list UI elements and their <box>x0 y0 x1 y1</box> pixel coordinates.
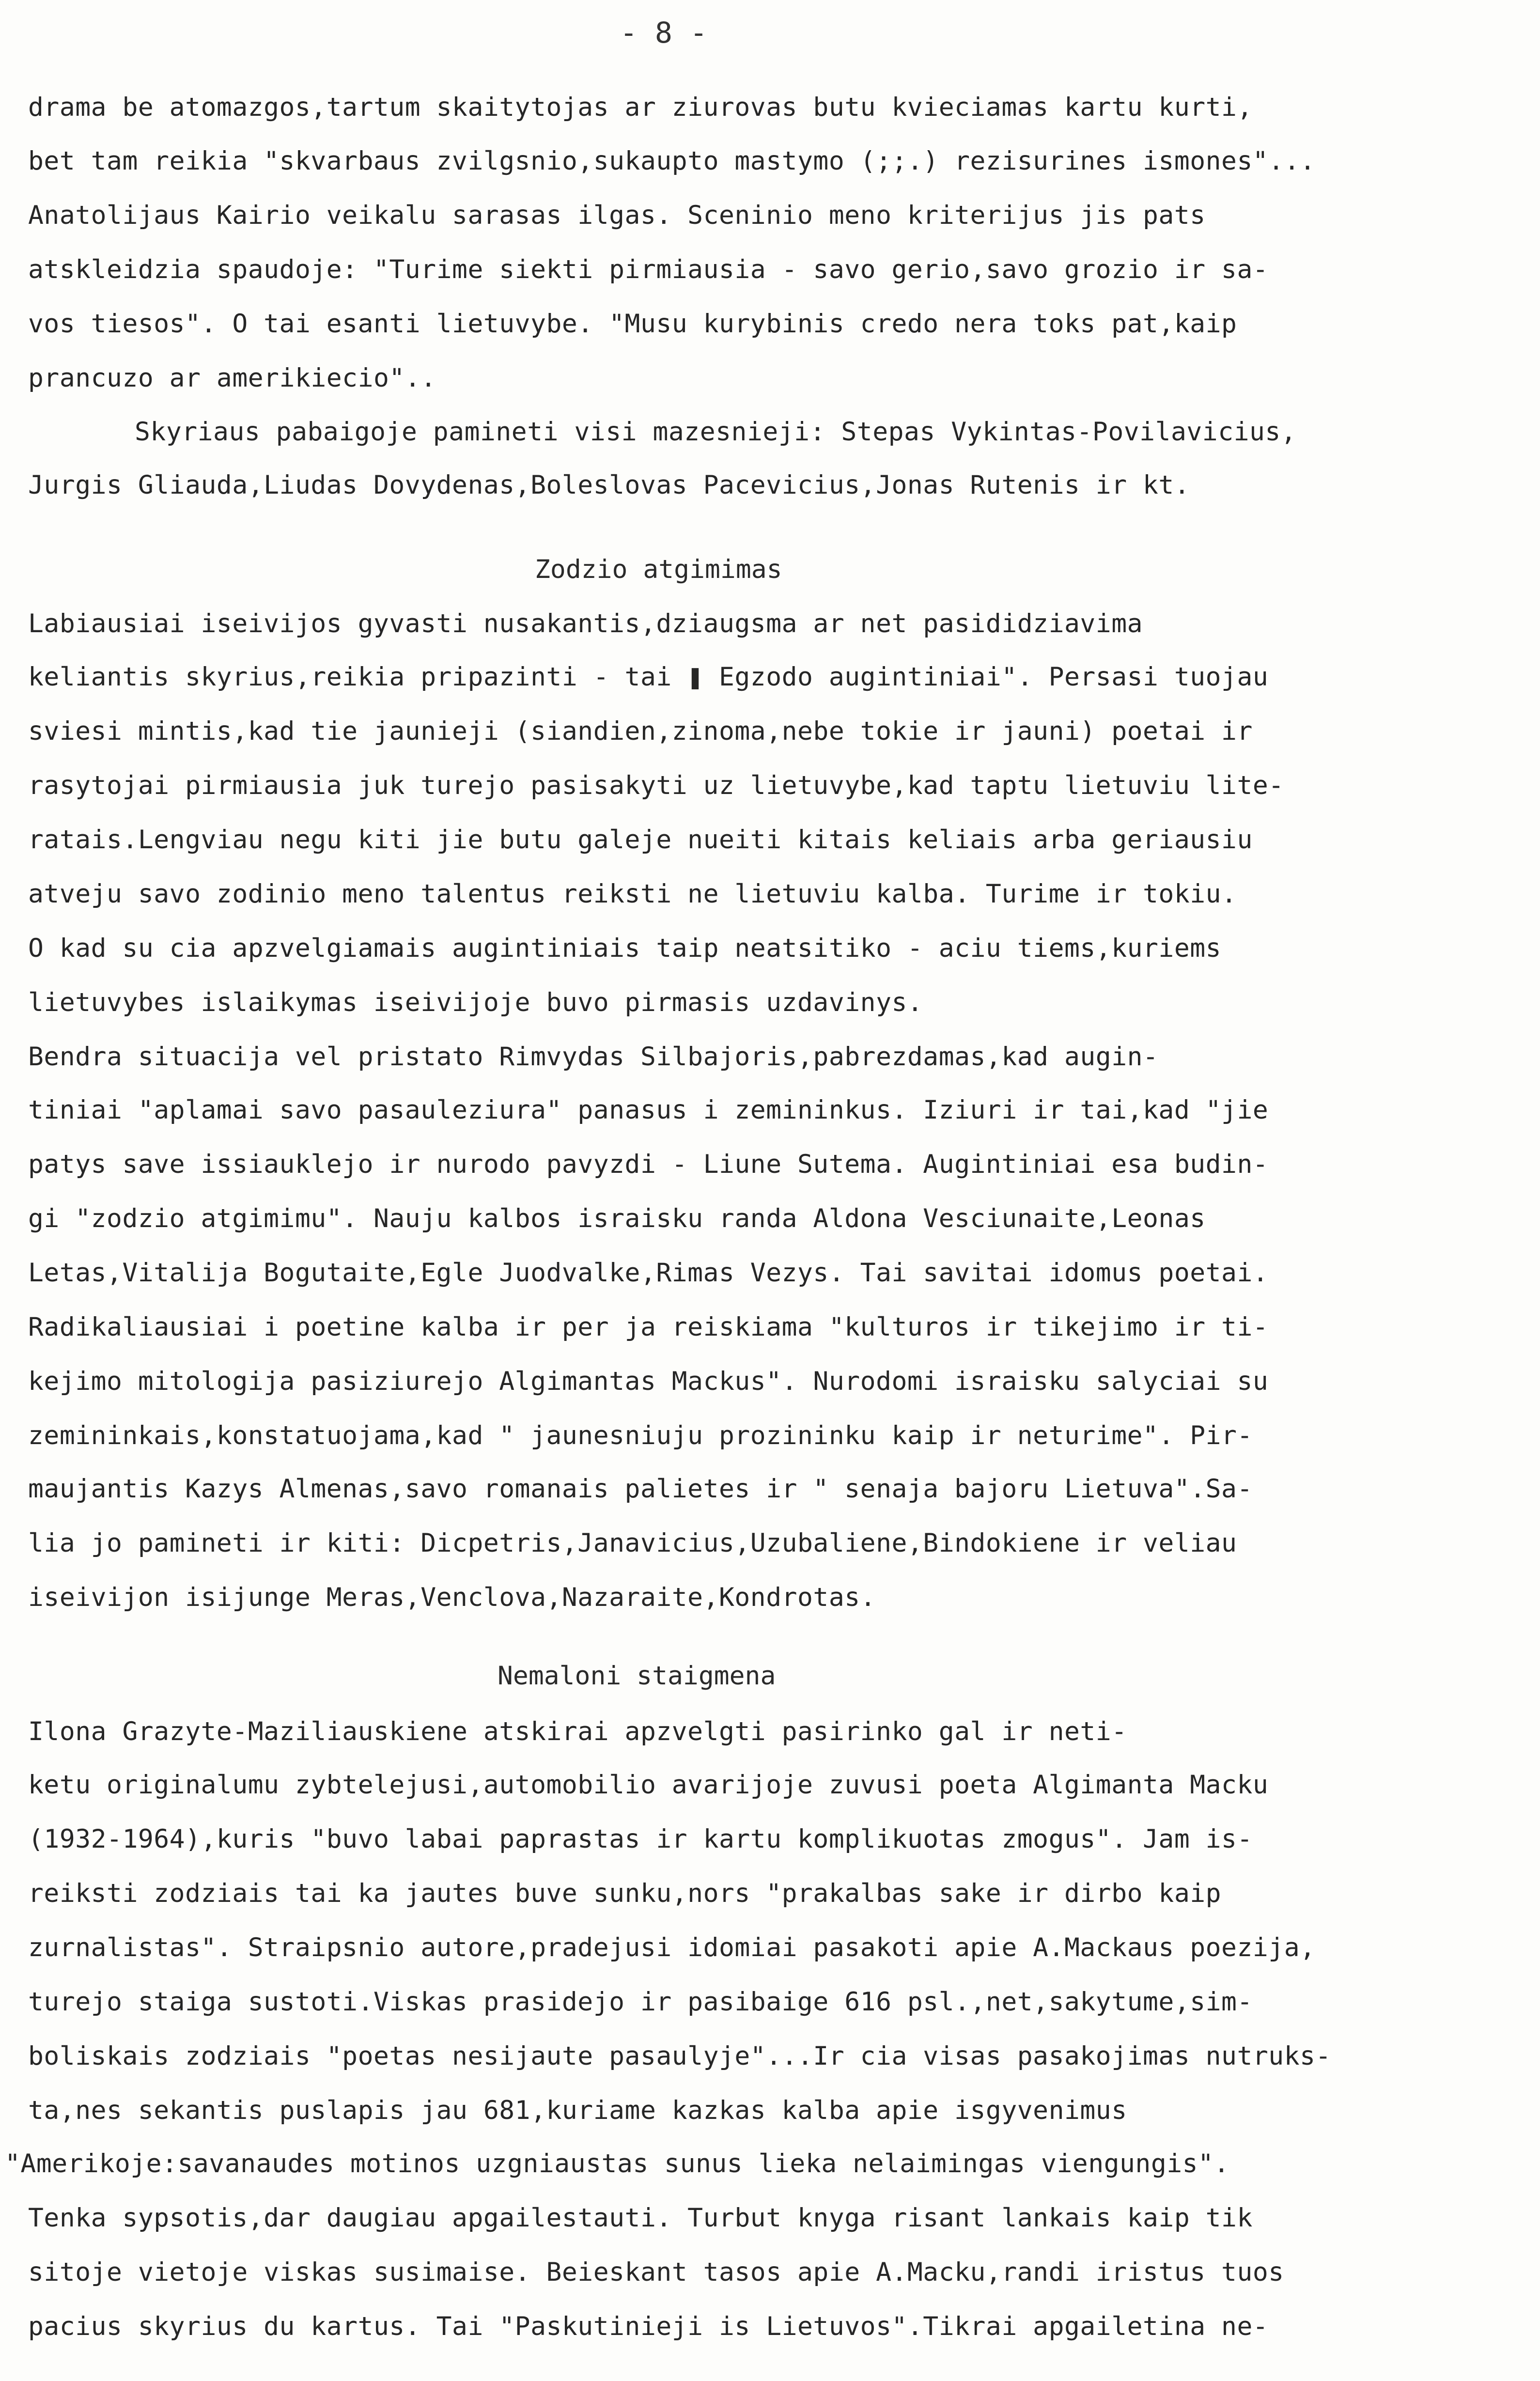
text-line: Bendra situacija vel pristato Rimvydas Silbajoris,pabrezdamas,kad augin- <box>28 1042 1159 1072</box>
text-line: prancuzo ar amerikiecio".. <box>28 363 436 393</box>
text-line: pacius skyrius du kartus. Tai "Paskutinieji is Lietuvos".Tikrai apgailetina ne- <box>28 2312 1269 2341</box>
text-line: Labiausiai iseivijos gyvasti nusakantis,dziaugsma ar net pasididziavima <box>28 609 1143 638</box>
text-line: Skyriaus pabaigoje pamineti visi mazesnieji: Stepas Vykintas-Povilavicius, <box>135 417 1297 447</box>
text-line: atskleidzia spaudoje: "Turime siekti pirmiausia - savo gerio,savo grozio ir sa- <box>28 255 1269 284</box>
text-line: kejimo mitologija pasiziurejo Algimantas Mackus". Nurodomi israisku salyciai su <box>28 1367 1269 1396</box>
text-line: Ilona Grazyte-Maziliauskiene atskirai apzvelgti pasirinko gal ir neti- <box>28 1717 1127 1746</box>
page-number: - 8 - <box>620 16 708 50</box>
text-line: boliskais zodziais "poetas nesijaute pasaulyje"...Ir cia visas pasakojimas nutruks- <box>28 2041 1331 2071</box>
text-line: ketu originalumu zybtelejusi,automobilio avarijoje zuvusi poeta Algimanta Macku <box>28 1770 1269 1800</box>
text-line: (1932-1964),kuris "buvo labai paprastas ir kartu komplikuotas zmogus". Jam is- <box>28 1824 1253 1854</box>
text-line: O kad su cia apzvelgiamais augintiniais taip neatsitiko - aciu tiems,kuriems <box>28 934 1222 963</box>
text-line: "Amerikoje:savanaudes motinos uzgniaustas sunus lieka nelaimingas viengungis". <box>5 2149 1229 2179</box>
text-line: lia jo pamineti ir kiti: Dicpetris,Janavicius,Uzubaliene,Bindokiene ir veliau <box>28 1528 1237 1558</box>
text-line: zemininkais,konstatuojama,kad " jaunesniuju prozininku kaip ir neturime". Pir- <box>28 1421 1253 1450</box>
text-line: maujantis Kazys Almenas,savo romanais palietes ir " senaja bajoru Lietuva".Sa- <box>28 1474 1253 1504</box>
text-line: vos tiesos". O tai esanti lietuvybe. "Musu kurybinis credo nera toks pat,kaip <box>28 309 1237 339</box>
text-line: reiksti zodziais tai ka jautes buve sunku,nors "prakalbas sake ir dirbo kaip <box>28 1879 1222 1908</box>
text-line: Tenka sypsotis,dar daugiau apgailestauti. Turbut knyga risant lankais kaip tik <box>28 2203 1253 2233</box>
text-line: patys save issiauklejo ir nurodo pavyzdi - Liune Sutema. Augintiniai esa budin- <box>28 1150 1269 1179</box>
text-line: Jurgis Gliauda,Liudas Dovydenas,Boleslovas Pacevicius,Jonas Rutenis ir kt. <box>28 470 1190 500</box>
text-line: gi "zodzio atgimimu". Nauju kalbos israisku randa Aldona Vesciunaite,Leonas <box>28 1204 1206 1233</box>
text-line: sviesi mintis,kad tie jaunieji (siandien,zinoma,nebe tokie ir jauni) poetai ir <box>28 716 1253 746</box>
text-line: bet tam reikia "skvarbaus zvilgsnio,sukaupto mastymo (;;.) rezisurines ismones"... <box>28 146 1316 176</box>
text-line: zurnalistas". Straipsnio autore,pradejusi idomiai pasakoti apie A.Mackaus poezija, <box>28 1933 1316 1962</box>
text-line: ratais.Lengviau negu kiti jie butu galeje nueiti kitais keliais arba geriausiu <box>28 825 1253 855</box>
text-line: atveju savo zodinio meno talentus reiksti ne lietuviu kalba. Turime ir tokiu. <box>28 879 1237 909</box>
text-line: turejo staiga sustoti.Viskas prasidejo ir pasibaige 616 psl.,net,sakytume,sim- <box>28 1987 1253 2017</box>
text-line: Radikaliausiai i poetine kalba ir per ja reiskiama "kulturos ir tikejimo ir ti- <box>28 1312 1269 1342</box>
text-line: lietuvybes islaikymas iseivijoje buvo pirmasis uzdavinys. <box>28 988 923 1017</box>
text-line: drama be atomazgos,tartum skaitytojas ar ziurovas butu kvieciamas kartu kurti, <box>28 93 1253 122</box>
text-line: iseivijon isijunge Meras,Venclova,Nazaraite,Kondrotas. <box>28 1583 876 1612</box>
text-line: sitoje vietoje viskas susimaise. Beieskant tasos apie A.Macku,randi iristus tuos <box>28 2257 1284 2287</box>
text-line: Letas,Vitalija Bogutaite,Egle Juodvalke,Rimas Vezys. Tai savitai idomus poetai. <box>28 1258 1269 1288</box>
text-line: ta,nes sekantis puslapis jau 681,kuriame kazkas kalba apie isgyvenimus <box>28 2096 1127 2125</box>
section-heading: Nemaloni staigmena <box>498 1661 776 1691</box>
section-heading: Zodzio atgimimas <box>535 555 782 584</box>
text-line: keliantis skyrius,reikia pripazinti - tai ❚ Egzodo augintiniai". Persasi tuojau <box>28 662 1269 692</box>
text-line: rasytojai pirmiausia juk turejo pasisakyti uz lietuvybe,kad taptu lietuviu lite- <box>28 771 1284 800</box>
text-line: tiniai "aplamai savo pasauleziura" panasus i zemininkus. Iziuri ir tai,kad "jie <box>28 1095 1269 1125</box>
text-line: Anatolijaus Kairio veikalu sarasas ilgas. Sceninio meno kriterijus jis pats <box>28 201 1206 230</box>
